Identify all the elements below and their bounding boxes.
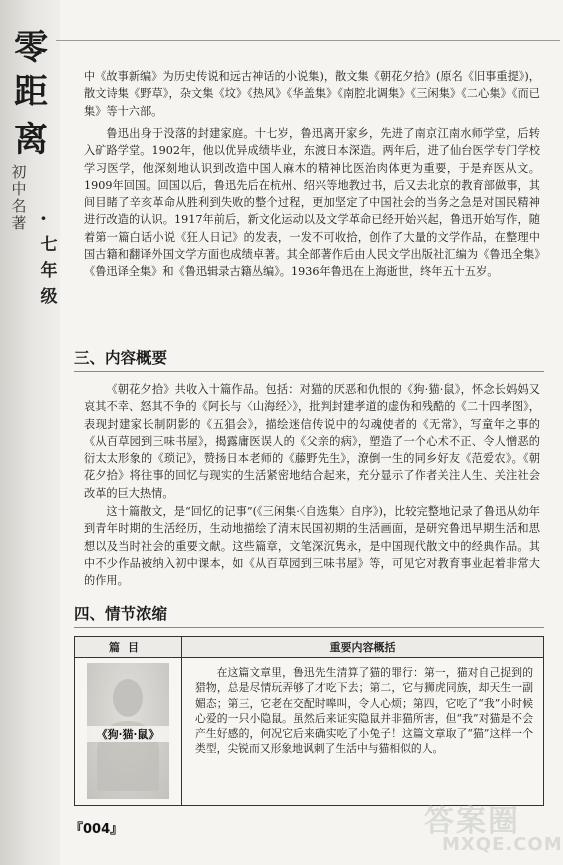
section-divider	[74, 627, 544, 628]
table-row-content: 在这篇文章里，鲁迅先生清算了猫的罪行：第一，猫对自己捉到的猎物，总是尽情玩弄够了才吃下去；第二，它与狮虎同族，却天生一副媚态；第三，它老在交配时嗥叫，令人心烦；第四，它吃了“我”小时候心爱的一只小隐鼠。虽然后来证实隐鼠并非猫所害，但“我”对猫是不会产生好感的，何况它后来确实吃了小兔子！这篇文章取了“猫”这样一个类型，尖锐而又形象地讽刺了生活中与猫相似的人。	[195, 666, 533, 756]
body-paragraph: 《朝花夕拾》共收入十篇作品。包括：对猫的厌恶和仇恨的《狗·猫·鼠》，怀念长妈妈又哀其不幸、怒其不争的《阿长与〈山海经〉》，批判封建孝道的虚伪和残酷的《二十四孝图》，表现封建家长制阴影的《五猖会》，描绘迷信传说中的勾魂使者的《无常》，写童年之事的《从百草园到三味书屋》，揭露庸医误人的《父亲的病》，塑造了一个心术不正、令人憎恶的衍太太形象的《琐记》，赞扬日本老师的《藤野先生》，潦倒一生的同乡好友《范爱农》。《朝花夕拾》将往事的回忆与现实的生活紧密地结合起来，充分显示了作者关注人生、关注社会改革的巨大热情。	[84, 383, 540, 500]
body-paragraph: 这十篇散文，是“回忆的记事”(《三闲集·〈自选集〉自序》)，比较完整地记录了鲁迅从幼年到青年时期的生活经历，生动地描绘了清末民国初期的生活画面，是研究鲁迅早期生活和思想以及当时社会的重要文献。这些篇章，文笔深沉隽永，是中国现代散文中的经典作品。其中不少作品被纳入初中课本，如《从百草园到三味书屋》等，可见它对教育事业起着非常大的作用。	[84, 505, 540, 588]
portrait-head	[113, 679, 143, 717]
title-char-2: 距	[14, 72, 48, 112]
book-spine-title	[10, 28, 60, 328]
table-row-title: 《狗·猫·鼠》	[75, 726, 181, 742]
table-header-content: 重要内容概括	[329, 641, 396, 654]
section-heading-plot: 四、情节浓缩	[74, 605, 168, 623]
body-paragraph: 鲁迅出身于没落的封建家庭。十七岁，鲁迅离开家乡，先进了南京江南水师学堂，后转入矿路学堂。1902年，他以优异成绩毕业，东渡日本深造。两年后，进了仙台医学专门学校学习医学，他深刻地认识到改造中国人麻木的精神比医治肉体更为重要，于是弃医从文。1909年回国。回国以后，鲁迅先后在杭州、绍兴等地教过书，后又去北京的教育部做事，其间目睹了辛亥革命从胜利到失败的整个过程，更加坚定了中国社会的当务之急是对国民精神进行改造的认识。1917年前后，新文化运动以及文学革命已经开始兴起，鲁迅开始写作，随着第一篇白话小说《狂人日记》的发表，一发不可收拾，创作了大量的文学作品，在整理中国古籍和翻译外国文学方面也成绩卓著。其全部著作后由人民文学出版社汇编为《鲁迅全集》《鲁迅译全集》和《鲁迅辑录古籍丛编》。1936年鲁迅在上海逝世，终年五十五岁。	[84, 127, 540, 279]
spine-subtitle: 初中名著	[11, 163, 27, 232]
table-header-title: 篇目	[109, 641, 147, 654]
title-char-3: 离	[14, 120, 48, 160]
plot-table	[74, 636, 544, 806]
section-heading-summary: 三、内容概要	[74, 349, 168, 367]
spine-dot: ·	[40, 206, 47, 230]
top-rule	[56, 40, 560, 41]
title-char-1: 零	[14, 28, 48, 68]
table-column-divider	[181, 637, 182, 805]
spine-grade: 七年级	[40, 235, 58, 307]
section-divider	[74, 371, 544, 372]
watermark-logo	[424, 796, 563, 858]
page-number: 『004』	[70, 822, 124, 837]
body-paragraph: 中《故事新编》为历史传说和远古神话的小说集)，散文集《朝花夕拾》(原名《旧事重提》)，散文诗集《野草》，杂文集《坟》《热风》《华盖集》《南腔北调集》《三闲集》《二心集》《而已集》等十六部。	[84, 70, 540, 118]
watermark-text: 答案圈	[424, 804, 520, 839]
watermark-url: MXQE.COM	[442, 834, 563, 855]
